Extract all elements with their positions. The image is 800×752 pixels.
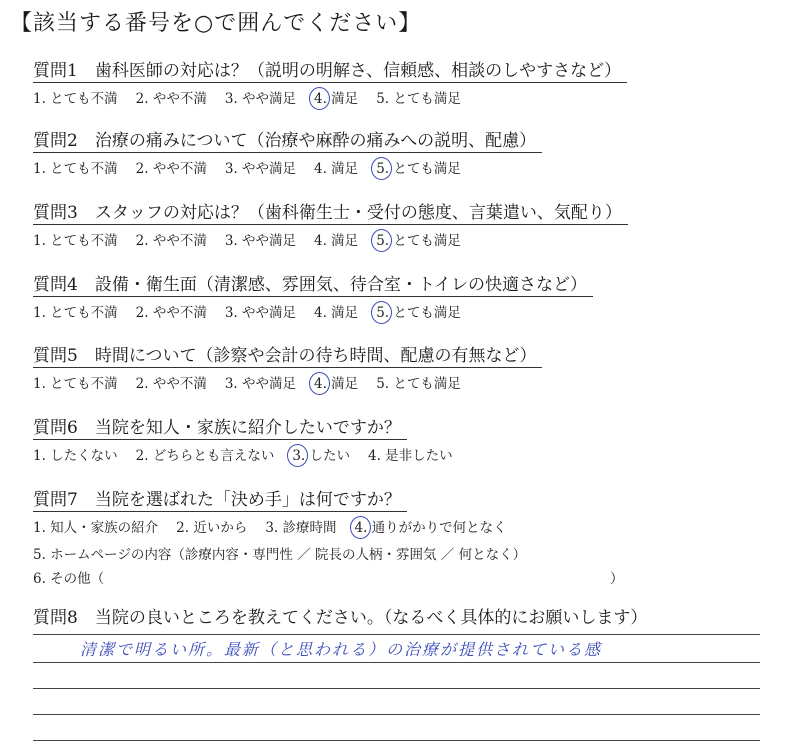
question-3-options xyxy=(33,232,479,250)
question-3-title: 質問3 スタッフの対応は？（歯科衛生士・受付の態度、言葉遣い、気配り） xyxy=(33,202,628,225)
q5-option-1[interactable]: 1. とても不満 xyxy=(33,376,118,392)
question-4-title: 質問4 設備・衛生面（清潔感、雰囲気、待合室・トイレの快適さなど） xyxy=(33,274,593,297)
q7-option-6-label[interactable]: 6. その他（ xyxy=(33,571,105,587)
q6-option-4[interactable]: 4. 是非したい xyxy=(368,448,453,464)
q8-handwritten-answer[interactable]: 清潔で明るい所。最新（と思われる）の治療が提供されている感 xyxy=(80,640,603,659)
answer-line-1 xyxy=(33,634,760,635)
q1-option-2[interactable]: 2. やや不満 xyxy=(135,91,207,107)
question-2-options xyxy=(33,160,479,178)
q7-option-3[interactable]: 3. 診療時間 xyxy=(265,520,337,536)
q2-option-5[interactable]: 5. とても満足 xyxy=(376,160,461,178)
q5-option-5[interactable]: 5. とても満足 xyxy=(376,376,461,392)
question-8-title: 質問8 当院の良いところを教えてください。（なるべく具体的にお願いします） xyxy=(33,608,648,628)
q3-option-5[interactable]: 5. とても満足 xyxy=(376,232,461,250)
selection-circle xyxy=(309,372,330,395)
question-2-title: 質問2 治療の痛みについて（治療や麻酔の痛みへの説明、配慮） xyxy=(33,130,542,153)
question-4-options xyxy=(33,304,479,322)
q7-option-2[interactable]: 2. 近いから xyxy=(176,520,248,536)
selection-circle xyxy=(350,516,371,539)
q7-option-6-close: ） xyxy=(610,571,624,587)
q1-option-4[interactable]: 4. 満足 xyxy=(314,90,358,108)
q2-option-2[interactable]: 2. やや不満 xyxy=(135,161,207,177)
q1-option-1[interactable]: 1. とても不満 xyxy=(33,91,118,107)
question-7-options xyxy=(33,519,525,537)
answer-line-2 xyxy=(33,662,760,663)
question-5-options xyxy=(33,375,479,393)
selection-circle xyxy=(287,444,308,467)
question-6-title: 質問6 当院を知人・家族に紹介したいですか？ xyxy=(33,417,407,440)
question-6-options xyxy=(33,447,471,465)
q3-option-4[interactable]: 4. 満足 xyxy=(314,233,359,249)
selection-circle xyxy=(309,87,330,110)
answer-line-4 xyxy=(33,714,760,715)
q3-option-2[interactable]: 2. やや不満 xyxy=(135,233,207,249)
answer-line-5 xyxy=(33,740,760,741)
question-1-title: 質問1 歯科医師の対応は？（説明の明解さ、信頼感、相談のしやすさなど） xyxy=(33,60,627,83)
page-title: 【該当する番号を○で囲んでください】 xyxy=(10,11,422,36)
q4-option-5[interactable]: 5. とても満足 xyxy=(376,304,461,322)
q3-option-1[interactable]: 1. とても不満 xyxy=(33,233,118,249)
q7-option-5[interactable]: 5. ホームページの内容（診療内容・専門性 ／ 院長の人柄・雰囲気 ／ 何となく） xyxy=(33,547,527,563)
selection-circle xyxy=(371,301,392,324)
q6-option-2[interactable]: 2. どちらとも言えない xyxy=(135,448,275,464)
q7-option-1[interactable]: 1. 知人・家族の紹介 xyxy=(33,520,159,536)
q7-option-4[interactable]: 4. 通りがかりで何となく xyxy=(355,519,507,537)
q1-option-5[interactable]: 5. とても満足 xyxy=(376,91,461,107)
q6-option-1[interactable]: 1. したくない xyxy=(33,448,118,464)
q2-option-3[interactable]: 3. やや満足 xyxy=(224,161,297,177)
question-1-options xyxy=(33,90,479,108)
q5-option-4[interactable]: 4. 満足 xyxy=(314,375,358,393)
question-5-title: 質問5 時間について（診察や会計の待ち時間、配慮の有無など） xyxy=(33,345,542,368)
question-7-title: 質問7 当院を選ばれた「決め手」は何ですか？ xyxy=(33,489,407,512)
q1-option-3[interactable]: 3. やや満足 xyxy=(224,91,297,107)
selection-circle xyxy=(371,229,392,252)
q4-option-1[interactable]: 1. とても不満 xyxy=(33,305,118,321)
q2-option-4[interactable]: 4. 満足 xyxy=(314,161,359,177)
answer-line-3 xyxy=(33,688,760,689)
q3-option-3[interactable]: 3. やや満足 xyxy=(224,233,297,249)
q5-option-3[interactable]: 3. やや満足 xyxy=(224,376,297,392)
q2-option-1[interactable]: 1. とても不満 xyxy=(33,161,118,177)
q6-option-3[interactable]: 3. したい xyxy=(292,447,350,465)
q4-option-3[interactable]: 3. やや満足 xyxy=(224,305,297,321)
q4-option-2[interactable]: 2. やや不満 xyxy=(135,305,207,321)
selection-circle xyxy=(371,157,392,180)
q5-option-2[interactable]: 2. やや不満 xyxy=(135,376,207,392)
q4-option-4[interactable]: 4. 満足 xyxy=(314,305,359,321)
